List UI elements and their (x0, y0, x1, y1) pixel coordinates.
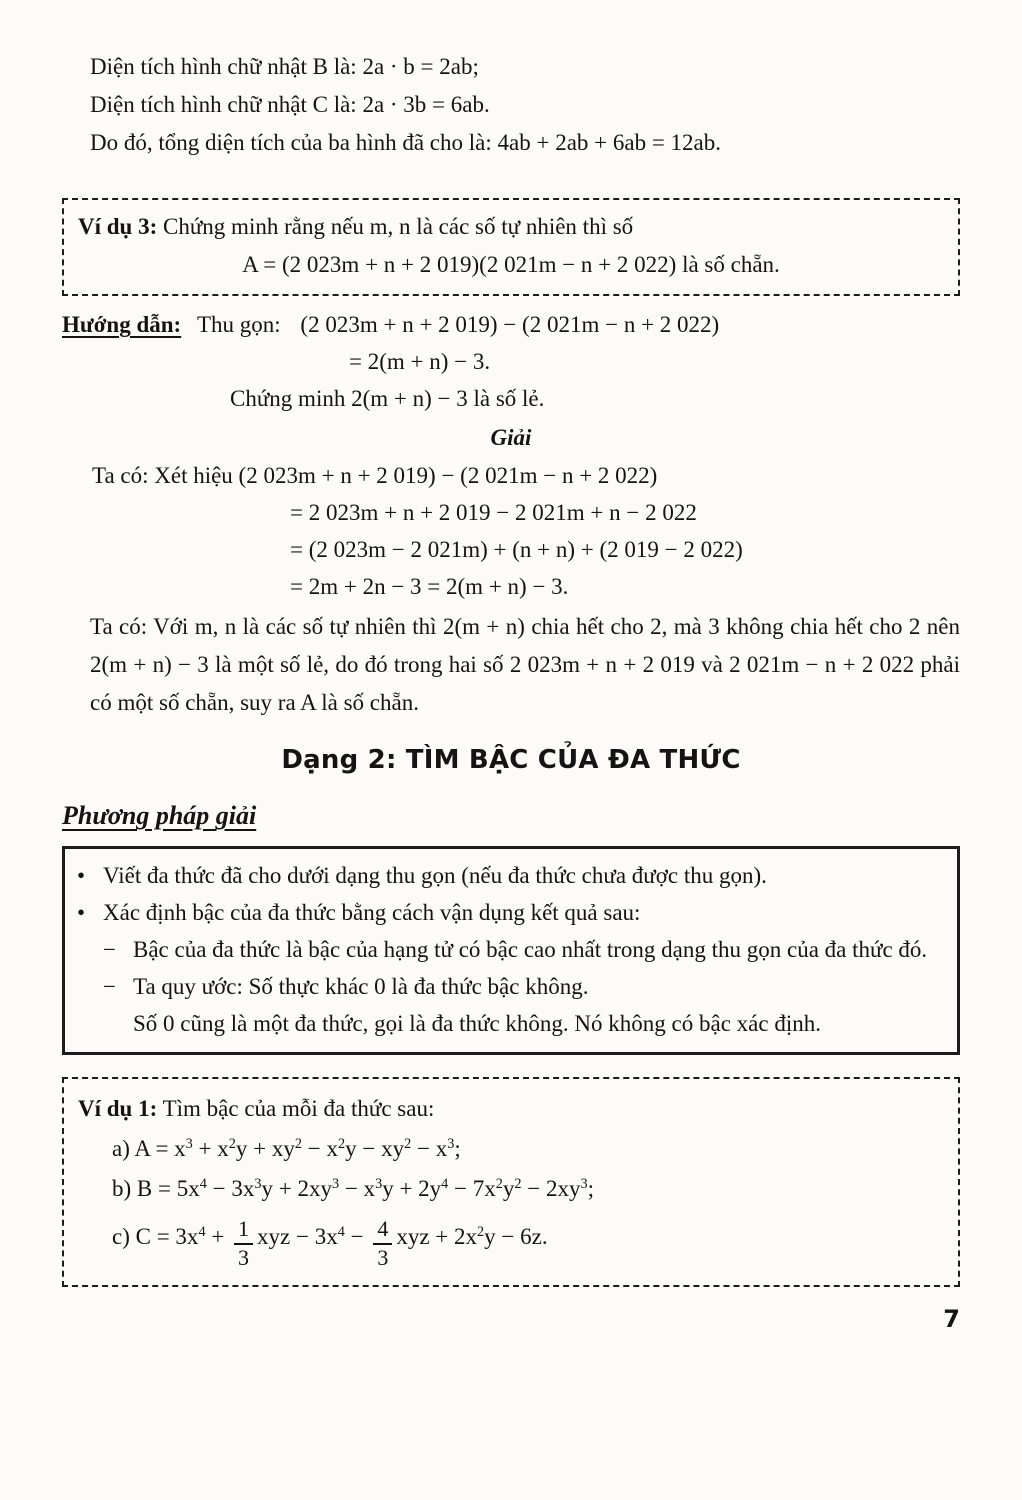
solution-section (62, 457, 960, 722)
method-sub-2 (103, 968, 941, 1005)
bullet-icon: • (77, 863, 86, 888)
guide-section (62, 306, 960, 417)
solution-title: Giải (490, 425, 532, 450)
solution-line-4: = 2m + 2n − 3 = 2(m + n) − 3. (290, 574, 569, 599)
solution-line-2: = 2 023m + n + 2 019 − 2 021m + n − 2 022 (290, 500, 697, 525)
example-1-intro: Tìm bậc của mỗi đa thức sau: (162, 1096, 435, 1121)
example-1-label: Ví dụ 1: (78, 1096, 158, 1121)
method-note: Số 0 cũng là một đa thức, gọi là đa thức không. Nó không có bậc xác định. (133, 1011, 821, 1036)
example-1-box (62, 1077, 960, 1287)
dash-icon: − (103, 937, 116, 962)
dash-icon: − (103, 974, 116, 999)
method-bullet-2 (77, 894, 941, 931)
method-sub-1-text: Bậc của đa thức là bậc của hạng tử có bậc cao nhất trong dạng thu gọn của đa thức đó. (133, 937, 928, 962)
guide-conclusion: Chứng minh 2(m + n) − 3 là số lẻ. (230, 386, 545, 411)
intro-paragraph (90, 48, 960, 162)
solution-line-1: Ta có: Xét hiệu (2 023m + n + 2 019) − (2 021m − n + 2 022) (92, 463, 658, 488)
example-3-box (62, 198, 960, 296)
solution-line-3: = (2 023m − 2 021m) + (n + n) + (2 019 − 2 022) (290, 537, 743, 562)
guide-formula-1: (2 023m + n + 2 019) − (2 021m − n + 2 022) (300, 312, 720, 337)
guide-line-1 (62, 306, 960, 343)
guide-step-label: Thu gọn: (196, 312, 281, 337)
intro-line-2: Diện tích hình chữ nhật C là: 2a · 3b = 6ab. (90, 92, 490, 117)
example-1-item-b: b) $B = 5x^4 - 3x^3y + 2xy^3 - x^3y + 2y^4 - 7x^2y^2 - 2xy^3$; (112, 1176, 595, 1201)
method-sub-2-text: Ta quy ước: Số thực khác 0 là đa thức bậc không. (133, 974, 589, 999)
method-bullet-2-text: Xác định bậc của đa thức bằng cách vận dụng kết quả sau: (103, 900, 641, 925)
method-box (62, 846, 960, 1055)
page-number: 7 (943, 1304, 960, 1333)
method-bullet-1 (77, 857, 941, 894)
method-title: Phương pháp giải (62, 801, 257, 830)
example-3-statement (78, 208, 944, 246)
example-1-item-a: a) $A = x^3 + x^2y + xy^2 - x^2y - xy^2 - x^3$; (112, 1136, 461, 1161)
example-1-item-c: c) $C = 3x^4$ + $\frac{1}{3}$ xyz − $3x^4$ − $\frac{4}{3}$ xyz + $2x^2y - 6z$. (112, 1216, 548, 1270)
example-3-intro: Chứng minh rằng nếu m, n là các số tự nhiên thì số (163, 214, 634, 239)
method-sub-1 (103, 931, 941, 968)
solution-paragraph: Ta có: Với m, n là các số tự nhiên thì 2(m + n) chia hết cho 2, mà 3 không chia hết cho 2 nên 2(m + n) − 3 là một số lẻ, do đó trong hai số 2 023m + n + 2 019 và 2 021m − n + 2 022 phải có một số chẵn, suy ra A là số chẵn. (90, 614, 960, 715)
intro-line-3: Do đó, tổng diện tích của ba hình đã cho là: 4ab + 2ab + 6ab = 12ab. (90, 130, 722, 155)
method-bullet-1-text: Viết đa thức đã cho dưới dạng thu gọn (nếu đa thức chưa được thu gọn). (103, 863, 767, 888)
intro-line-1: Diện tích hình chữ nhật B là: 2a · b = 2ab; (90, 54, 479, 79)
example-3-label: Ví dụ 3: (78, 214, 158, 239)
example-3-formula: A = (2 023m + n + 2 019)(2 021m − n + 2 022) là số chẵn. (242, 252, 780, 277)
bullet-icon: • (77, 900, 86, 925)
section-2-title: Dạng 2: TÌM BẬC CỦA ĐA THỨC (281, 745, 741, 775)
example-1-statement (78, 1089, 944, 1129)
guide-formula-2: = 2(m + n) − 3. (349, 349, 491, 374)
guide-label: Hướng dẫn: (62, 312, 182, 337)
